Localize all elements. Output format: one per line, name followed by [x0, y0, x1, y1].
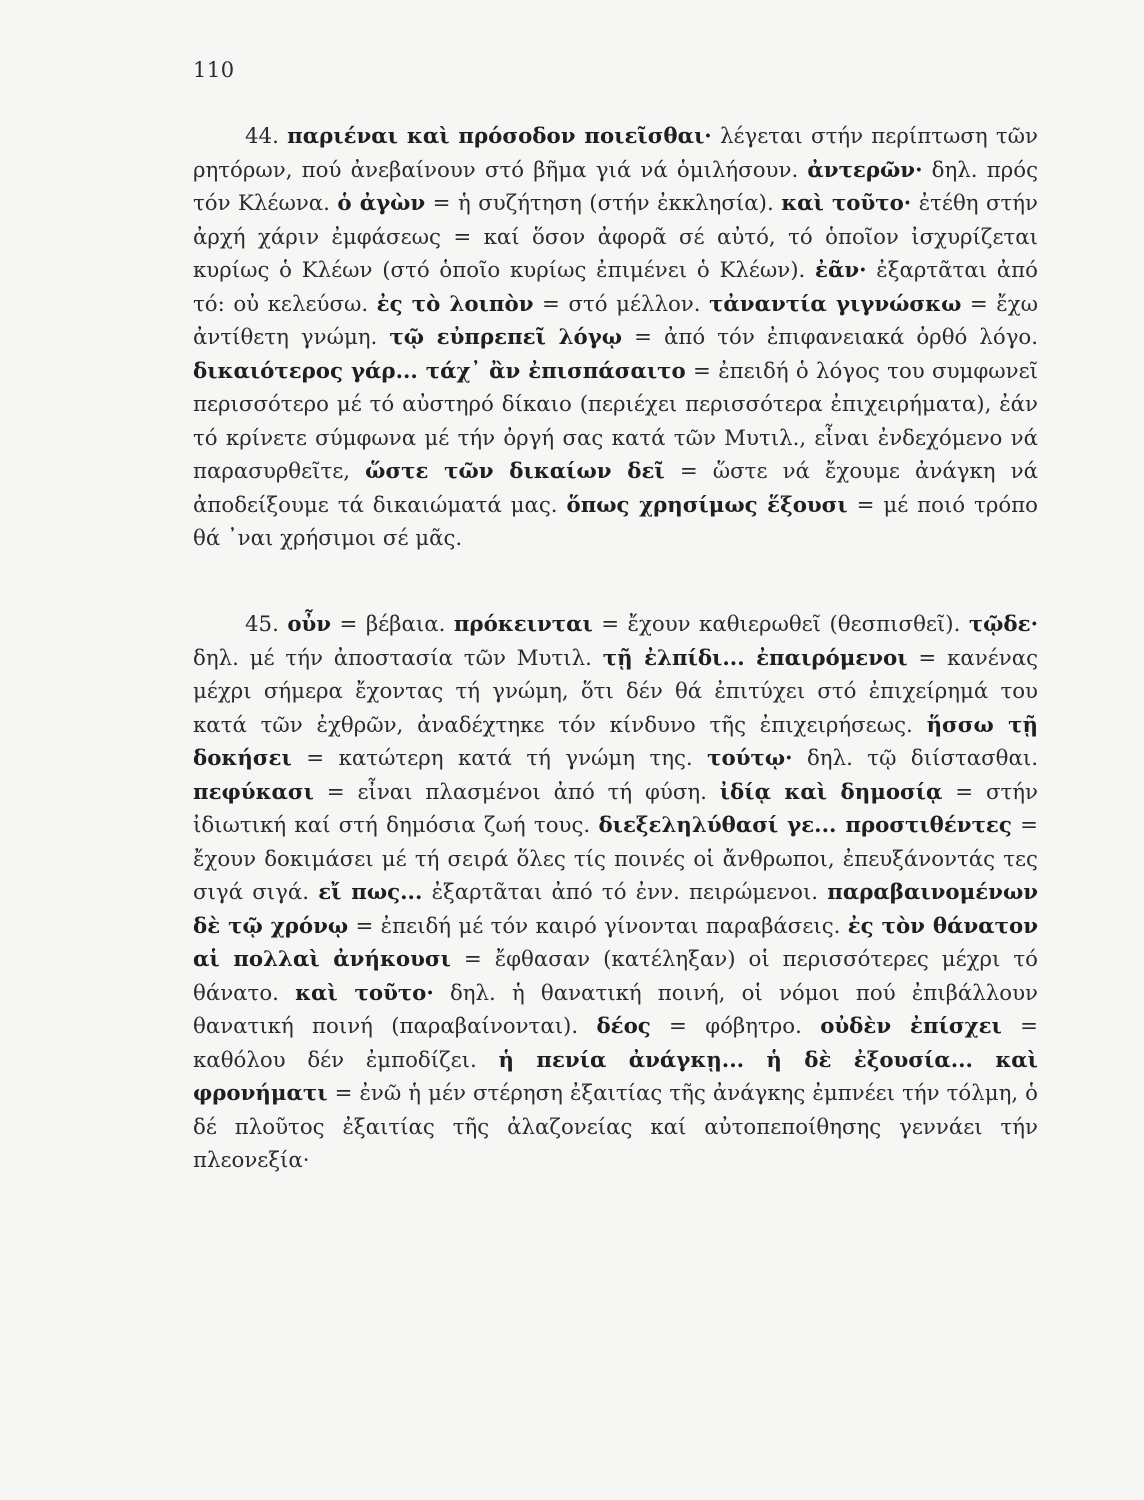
- lemma: καὶ τοῦτο·: [295, 980, 434, 1006]
- page-number: 110: [193, 58, 235, 82]
- gloss: δηλ. τῷ διίστασθαι.: [792, 746, 1039, 771]
- lemma: καὶ τοῦτο·: [781, 191, 912, 216]
- gloss: = βέβαια.: [331, 612, 454, 637]
- gloss: ἐξαρτᾶται ἀπό τό ἐνν. πειρώμενοι.: [422, 880, 828, 905]
- lemma: δέος: [596, 1014, 651, 1039]
- gloss: = ὥστε νά ἔχουμε ἀνάγκη νά ἀποδείξουμε τά δικαιώματά μας.: [193, 459, 1038, 518]
- gloss: = μέ ποιό τρόπο θά ᾽ναι χρήσιμοι σέ μᾶς.: [193, 492, 1038, 551]
- lemma: πρόκεινται: [453, 612, 593, 637]
- gloss: ἐτέθη στήν ἀρχή χάριν ἐμφάσεως = καί ὅσον ἀφορᾶ σέ αὐτό, τό ὁποῖον ἰσχυρίζεται κυρίως ὁ Κλέων (στό ὁποῖο κυρίως ἐπιμένει ὁ Κλέων).: [193, 191, 1039, 283]
- gloss: ἐξαρτᾶται ἀπό τό: οὐ κελεύσω.: [193, 258, 1038, 317]
- paragraph-number: 45.: [245, 612, 279, 637]
- lemma: ὅπως χρησίμως ἕξουσι: [566, 492, 848, 518]
- gloss: = ἔφθασαν (κατέληξαν) οἱ περισσότερες μέχρι τό θάνατο.: [193, 947, 1038, 1006]
- gloss: = ἔχω ἀντίθετη γνώμη.: [193, 291, 1038, 350]
- gloss: = φόβητρο.: [650, 1014, 821, 1039]
- gloss: δηλ. πρός τόν Κλέωνα.: [193, 157, 1038, 216]
- gloss: = στήν ἰδιωτική καί στή δημόσια ζωή τους.: [193, 779, 1038, 838]
- lemma: οὐδὲν ἐπίσχει: [820, 1014, 1002, 1039]
- gloss: = κανένας μέχρι σήμερα ἔχοντας τή γνώμη, ὅτι δέν θά ἐπιτύχει στό ἐπιχείρημά του κατά τῶν ἐχθρῶν, ἀναδέχτηκε τόν κίνδυνο τῆς ἐπιχειρήσεως.: [193, 645, 1039, 738]
- gloss: δηλ. ἡ θανατική ποινή, οἱ νόμοι πού ἐπιβάλλουν θανατική ποινή (παραβαίνονται).: [193, 980, 1038, 1039]
- lemma: ἐς τὸ λοιπὸν: [376, 291, 534, 317]
- lemma: ἰδίᾳ καὶ δημοσίᾳ: [719, 779, 943, 805]
- lemma: ἡ πενία ἀνάγκῃ... ἡ δὲ ἐξουσία... καὶ φρονήματι: [193, 1047, 1038, 1106]
- gloss: = καθόλου δέν ἐμποδίζει.: [193, 1014, 1038, 1073]
- paragraph-number: 44.: [245, 124, 279, 149]
- lemma: ὁ ἀγὼν: [337, 191, 426, 216]
- lemma: ἐᾶν·: [815, 258, 867, 283]
- gloss: = ἐπειδή ὁ λόγος του συμφωνεῖ περισσότερο μέ τό αὐστηρό δίκαιο (περιέχει περισσότερα ἐπιχειρήματα), ἐάν τό κρίνετε σύμφωνα μέ τήν ὀργή σας κατά τῶν Μυτιλ., εἶναι ἐνδεχόμενο νά παρασυρθεῖτε,: [193, 358, 1038, 484]
- lemma: ὥστε τῶν δικαίων δεῖ: [365, 459, 665, 484]
- lemma: ἀντερῶν·: [807, 157, 923, 183]
- gloss: = εἶναι πλασμένοι ἀπό τή φύση.: [313, 779, 720, 805]
- lemma: πεφύκασι: [193, 779, 314, 805]
- gloss: = ἀπό τόν ἐπιφανειακά ὀρθό λόγο.: [622, 325, 1039, 350]
- lemma: παριέναι καὶ πρόσοδον ποιεῖσθαι·: [287, 124, 712, 149]
- gloss: δηλ. μέ τήν ἀποστασία τῶν Μυτιλ.: [193, 645, 603, 671]
- gloss: = ἔχουν καθιερωθεῖ (θεσπισθεῖ).: [592, 612, 969, 637]
- lemma: τούτῳ·: [707, 746, 793, 771]
- commentary-paragraph-45: [193, 608, 1038, 1178]
- lemma: οὖν: [287, 612, 332, 637]
- paragraph-text: [193, 120, 1038, 556]
- gloss: = κατώτερη κατά τή γνώμη της.: [291, 746, 708, 771]
- lemma: τῷ εὐπρεπεῖ λόγῳ: [389, 325, 623, 350]
- gloss: = ἡ συζήτηση (στήν ἐκκλησία).: [425, 191, 782, 216]
- gloss: = ἐπειδή μέ τόν καιρό γίνονται παραβάσεις.: [348, 913, 848, 939]
- commentary-paragraph-44: [193, 120, 1038, 556]
- lemma: δικαιότερος γάρ... τάχ᾽ ἂν ἐπισπάσαιτο: [193, 358, 686, 384]
- gloss: = ἐνῶ ἡ μέν στέρηση ἐξαιτίας τῆς ἀνάγκης ἐμπνέει τήν τόλμη, ὁ δέ πλοῦτος ἐξαιτίας τῆς ἀλαζονείας καί αὐτοπεποίθησης γεννάει τήν πλεονεξία·: [193, 1081, 1038, 1173]
- gloss: λέγεται στήν περίπτωση τῶν ρητόρων, πού ἀνεβαίνουν στό βῆμα γιά νά ὁμιλήσουν.: [193, 124, 1038, 183]
- lemma: παραβαινομένων δὲ τῷ χρόνῳ: [193, 880, 1038, 939]
- lemma: τῇ ἐλπίδι... ἐπαιρόμενοι: [602, 645, 908, 671]
- lemma: ἐς τὸν θάνατον αἱ πολλαὶ ἀνήκουσι: [193, 913, 1038, 972]
- lemma: εἴ πως...: [318, 880, 423, 905]
- gloss: = ἔχουν δοκιμάσει μέ τή σειρά ὅλες τίς ποινές οἱ ἄνθρωποι, ἐπευξάνοντάς τες σιγά σιγά.: [193, 813, 1038, 905]
- gloss: = στό μέλλον.: [533, 291, 710, 317]
- lemma: ἥσσω τῇ δοκήσει: [193, 712, 1038, 771]
- lemma: τἀναντία γιγνώσκω: [709, 291, 962, 317]
- paragraph-text: [193, 608, 1038, 1178]
- lemma: τῷδε·: [968, 612, 1038, 637]
- lemma: διεξεληλύθασί γε... προστιθέντες: [598, 813, 1012, 838]
